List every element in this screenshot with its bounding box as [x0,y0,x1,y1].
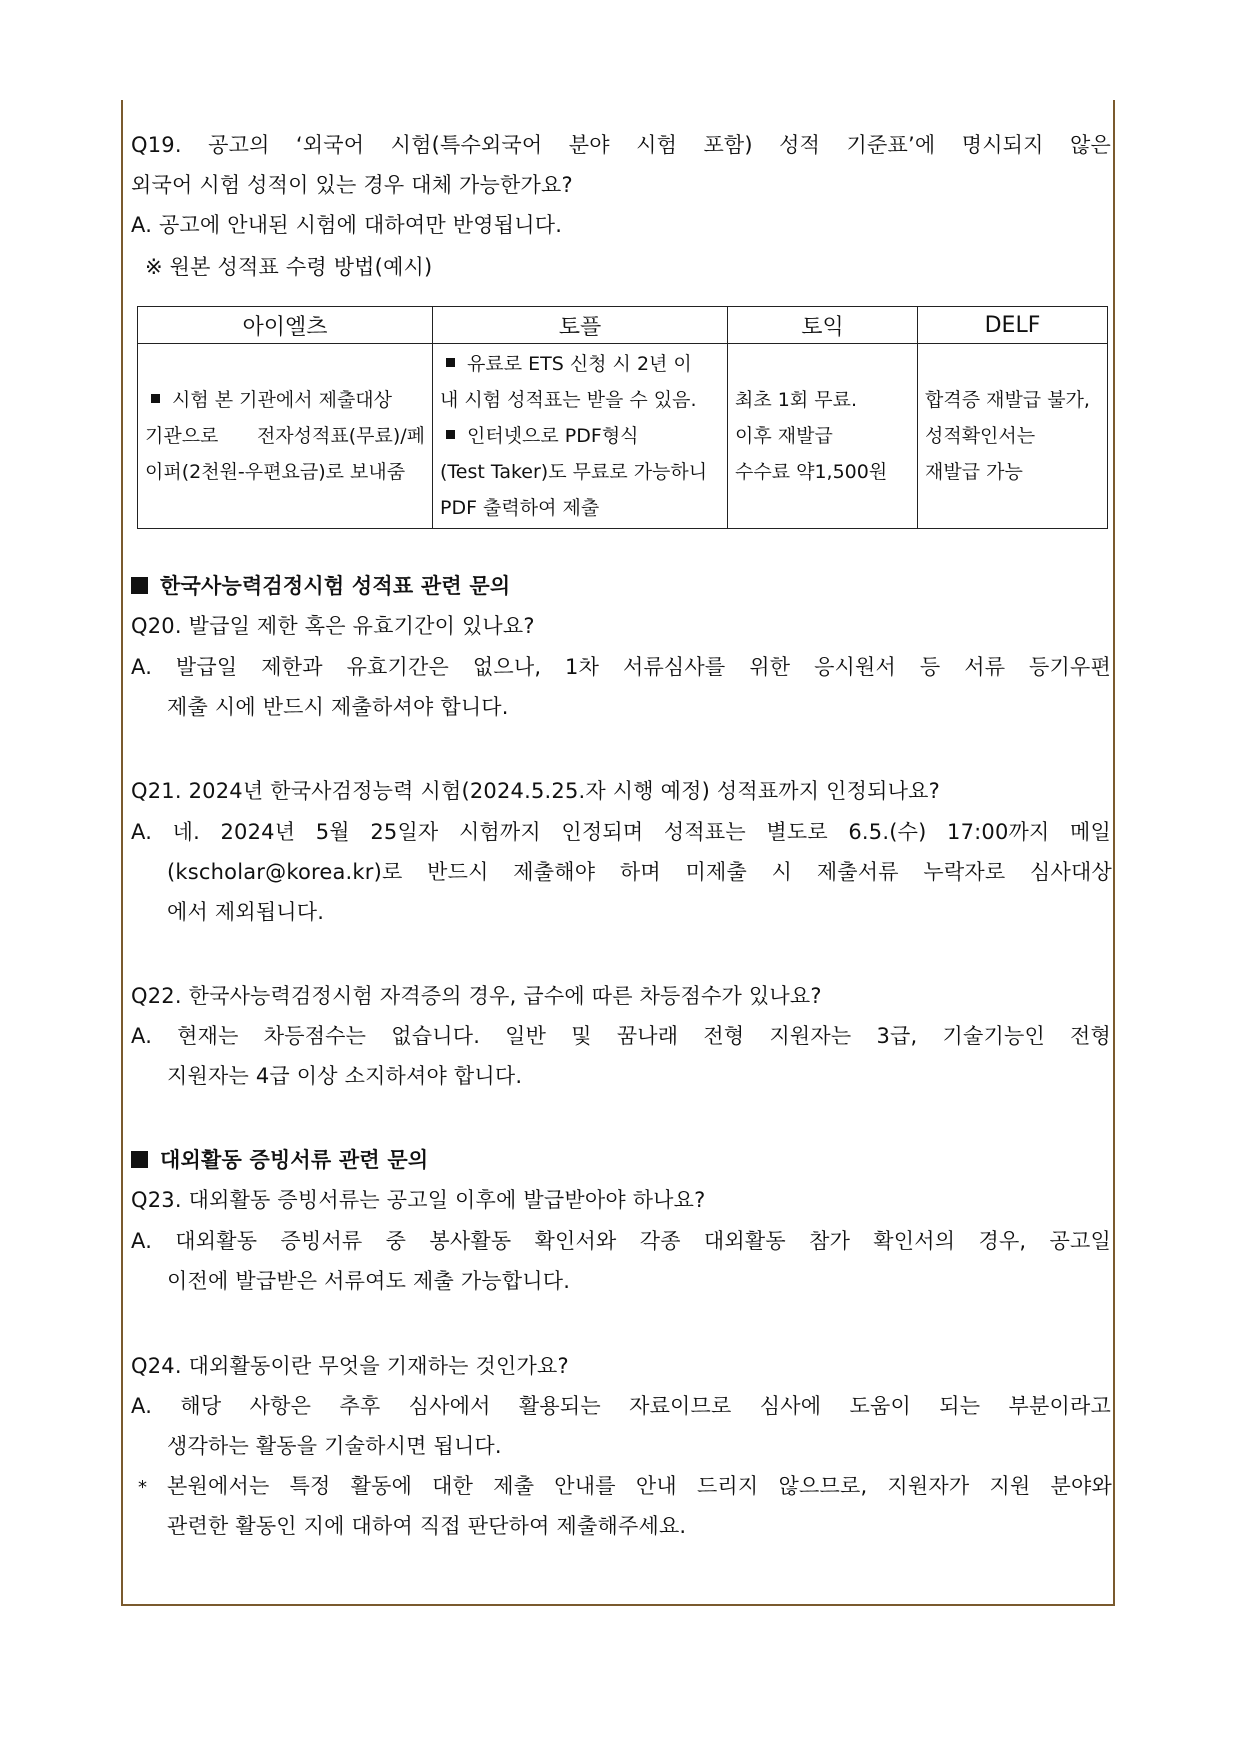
section-heading-external-activities [131,1146,1111,1174]
q22-question: Q22. 한국사능력검정시험 자격증의 경우, 급수에 따른 차등점수가 있나요? [131,984,822,1008]
table-cell-toeic [728,344,918,529]
score-report-table [137,306,1108,529]
table-header-ielts: 아이엘츠 [138,307,433,344]
toefl-line2: 내 시험 성적표는 받을 수 있음. [440,389,697,411]
q19-table-note: ※ 원본 성적표 수령 방법(예시) [145,255,433,279]
q23-answer-line1: A. 대외활동 증빙서류 중 봉사활동 확인서와 각종 대외활동 참가 확인서의 경우, 공고일 [131,1229,1111,1253]
toefl-line3: 인터넷으로 PDF형식 [467,425,639,447]
table-cell-delf [918,344,1108,529]
table-cell-toefl [433,344,728,529]
q21-question: Q21. 2024년 한국사검정능력 시험(2024.5.25.자 시행 예정) 성적표까지 인정되나요? [131,779,940,803]
q22-answer-line1: A. 현재는 차등점수는 없습니다. 일반 및 꿈나래 전형 지원자는 3급, 기술기능인 전형 [131,1024,1111,1048]
toefl-line4: (Test Taker)도 무료로 가능하니 [440,461,708,483]
q19-question-line1: Q19. 공고의 ‘외국어 시험(특수외국어 분야 시험 포함) 성적 기준표’에 명시되지 않은 [131,133,1111,157]
q23-answer-line2: 이전에 발급받은 서류여도 제출 가능합니다. [167,1269,571,1293]
ielts-line2: 기관으로 전자성적표(무료)/페 [145,425,425,447]
q19-question-line2: 외국어 시험 성적이 있는 경우 대체 가능한가요? [131,173,573,197]
table-cell-ielts [138,344,433,529]
q20-answer-line1: A. 발급일 제한과 유효기간은 없으나, 1차 서류심사를 위한 응시원서 등 서류 등기우편 [131,655,1111,679]
section-heading-text: 대외활동 증빙서류 관련 문의 [160,1148,429,1172]
q20-answer-line2: 제출 시에 반드시 제출하셔야 합니다. [167,695,509,719]
section-heading-text: 한국사능력검정시험 성적표 관련 문의 [160,574,511,598]
q21-answer-line2: (kscholar@korea.kr)로 반드시 제출해야 하며 미제출 시 제출서류 누락자로 심사대상 [167,860,1112,884]
q24-question: Q24. 대외활동이란 무엇을 기재하는 것인가요? [131,1354,569,1378]
delf-line3: 재발급 가능 [925,461,1023,483]
delf-line2: 성적확인서는 [925,425,1036,447]
q20-question: Q20. 발급일 제한 혹은 유효기간이 있나요? [131,614,535,638]
square-bullet-icon [131,577,148,594]
table-row [138,344,1108,529]
square-bullet-icon [151,394,160,403]
q24-answer-line1: A. 해당 사항은 추후 심사에서 활용되는 자료이므로 심사에 도움이 되는 부분이라고 [131,1394,1111,1418]
table-header-toefl: 토플 [433,307,728,344]
square-bullet-icon [446,358,455,367]
note-marker: * [138,1477,147,1498]
toeic-line2: 이후 재발급 [735,425,833,447]
delf-line1: 합격증 재발급 불가, [925,389,1090,411]
q23-question: Q23. 대외활동 증빙서류는 공고일 이후에 발급받아야 하나요? [131,1188,706,1212]
ielts-line3: 이퍼(2천원-우편요금)로 보내줌 [145,461,406,483]
q19-answer: A. 공고에 안내된 시험에 대하여만 반영됩니다. [131,213,563,237]
section-heading-korean-history [131,572,1111,600]
q22-answer-line2: 지원자는 4급 이상 소지하셔야 합니다. [167,1064,523,1088]
q24-answer-line2: 생각하는 활동을 기술하시면 됩니다. [167,1434,502,1458]
toefl-line5: PDF 출력하여 제출 [440,497,600,519]
toeic-line1: 최초 1회 무료. [735,389,857,411]
square-bullet-icon [131,1151,148,1168]
ielts-line1: 시험 본 기관에서 제출대상 [172,389,393,411]
q21-answer-line3: 에서 제외됩니다. [167,900,325,924]
note-line1: 본원에서는 특정 활동에 대한 제출 안내를 안내 드리지 않으므로, 지원자가 지원 분야와 [167,1474,1112,1498]
note-line2: 관련한 활동인 지에 대하여 직접 판단하여 제출해주세요. [167,1514,687,1538]
q21-answer-line1: A. 네. 2024년 5월 25일자 시험까지 인정되며 성적표는 별도로 6.5.(수) 17:00까지 메일 [131,820,1111,844]
table-header-toeic: 토익 [728,307,918,344]
toeic-line3: 수수료 약1,500원 [735,461,888,483]
table-header-row [138,307,1108,344]
table-header-delf: DELF [918,307,1108,344]
square-bullet-icon [446,430,455,439]
toefl-line1: 유료로 ETS 신청 시 2년 이 [467,353,692,375]
